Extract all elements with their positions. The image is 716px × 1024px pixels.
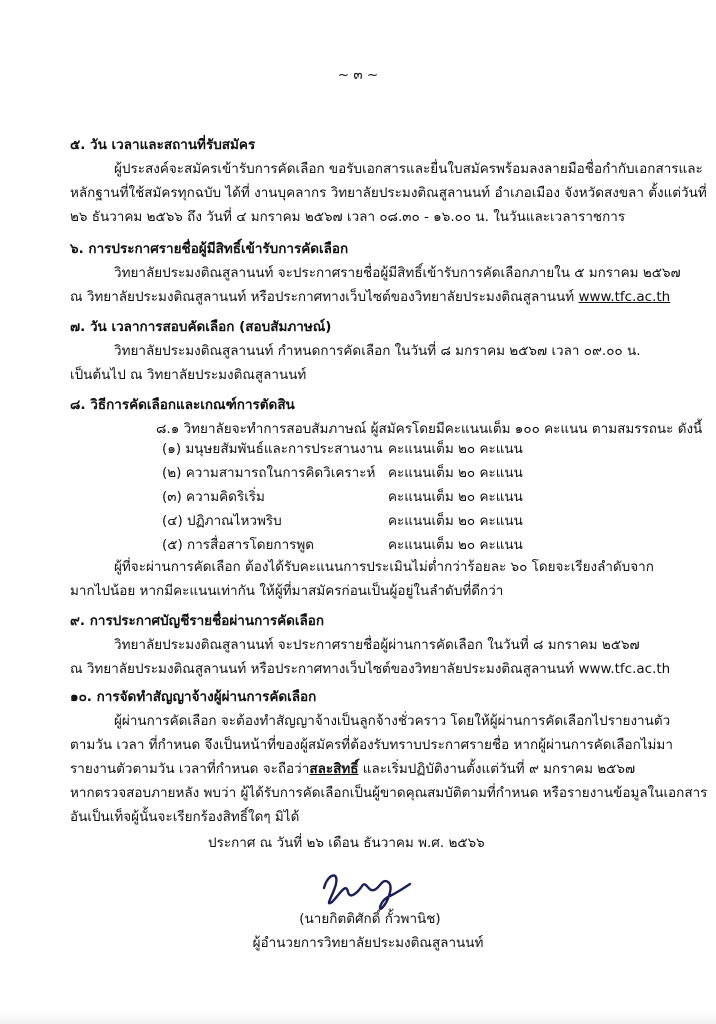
criteria-score: คะแนนเต็ม ๒๐ คะแนน (388, 513, 523, 529)
page-number: ~ ๓ ~ (337, 67, 379, 83)
section-8-intro: ๘.๑ วิทยาลัยจะทำการสอบสัมภาษณ์ ผู้สมัครโดยมีคะแนนเต็ม ๑๐๐ คะแนน ตามสมรรถนะ ดังนี้ (156, 421, 703, 437)
section-10-heading: ๑๐. การจัดทำสัญญาจ้างผู้ผ่านการคัดเลือก (70, 689, 317, 705)
section-5-line-1: ผู้ประสงค์จะสมัครเข้ารับการคัดเลือก ขอรับเอกสารและยื่นใบสมัครพร้อมลงลายมือชื่อกำกับเอกสารและ (114, 161, 703, 177)
page-bottom-edge (0, 1010, 716, 1024)
section-8-line-1: ผู้ที่จะผ่านการคัดเลือก ต้องได้รับคะแนนการประเมินไม่ต่ำกว่าร้อยละ ๖๐ โดยจะเรียงลำดับจาก (114, 559, 654, 575)
section-6-line-1: วิทยาลัยประมงติณสูลานนท์ จะประกาศรายชื่อผู้มีสิทธิ์เข้ารับการคัดเลือกภายใน ๕ มกราคม ๒๕๖๗ (114, 265, 681, 281)
section-10-line-3-prefix: รายงานตัวตามวัน เวลาที่กำหนด จะถือว่า (70, 761, 310, 777)
criteria-score: คะแนนเต็ม ๒๐ คะแนน (388, 465, 523, 481)
section-8-heading: ๘. วิธีการคัดเลือกและเกณฑ์การตัดสิน (70, 397, 295, 413)
section-10-line-2: ตามวัน เวลา ที่กำหนด จึงเป็นหน้าที่ของผู้สมัครที่ต้องรับทราบประกาศรายชื่อ หากผู้ผ่านการคัดเลือกไม่มา (70, 737, 673, 753)
section-10-line-3 (70, 760, 635, 778)
criteria-score: คะแนนเต็ม ๒๐ คะแนน (388, 537, 523, 553)
criteria-name: (๒) ความสามารถในการคิดวิเคราะห์ (162, 465, 376, 481)
section-10-line-5: อันเป็นเท็จผู้นั้นจะเรียกร้องสิทธิ์ใดๆ มิได้ (70, 809, 300, 825)
section-9-line-2: ณ วิทยาลัยประมงติณสูลานนท์ หรือประกาศทางเว็บไซต์ของวิทยาลัยประมงติณสูลานนท์ www.tfc.ac.th (70, 661, 671, 677)
signer-title: ผู้อำนวยการวิทยาลัยประมงติณสูลานนท์ (252, 935, 484, 951)
signature-image (318, 862, 418, 912)
section-7-heading: ๗. วัน เวลาการสอบคัดเลือก (สอบสัมภาษณ์) (70, 319, 332, 335)
criteria-name: (๓) ความคิดริเริ่ม (162, 489, 265, 505)
section-10-line-3-suffix: และเริ่มปฏิบัติงานตั้งแต่วันที่ ๙ มกราคม ๒๕๖๗ (358, 761, 636, 777)
signer-name: (นายกิตติศักดิ์ กั้วพานิช) (299, 911, 441, 927)
criteria-name: (๑) มนุษยสัมพันธ์และการประสานงาน (162, 441, 383, 457)
section-9-heading: ๙. การประกาศบัญชีรายชื่อผ่านการคัดเลือก (70, 613, 325, 629)
criteria-name: (๔) ปฏิภาณไหวพริบ (162, 513, 282, 529)
criteria-score: คะแนนเต็ม ๒๐ คะแนน (388, 441, 523, 457)
criteria-name: (๕) การสื่อสารโดยการพูด (162, 537, 315, 553)
website-link[interactable]: www.tfc.ac.th (578, 289, 671, 305)
section-6-line-2 (70, 288, 670, 306)
section-9-line-1: วิทยาลัยประมงติณสูลานนท์ จะประกาศรายชื่อผู้ผ่านการคัดเลือก ในวันที่ ๘ มกราคม ๒๕๖๗ (114, 637, 640, 653)
section-10-line-1: ผู้ผ่านการคัดเลือก จะต้องทำสัญญาจ้างเป็นลูกจ้างชั่วคราว โดยให้ผู้ผ่านการคัดเลือกไปรายงานตัว (114, 713, 671, 729)
section-6-line-2-text: ณ วิทยาลัยประมงติณสูลานนท์ หรือประกาศทางเว็บไซต์ของวิทยาลัยประมงติณสูลานนท์ (70, 289, 579, 305)
criteria-score: คะแนนเต็ม ๒๐ คะแนน (388, 489, 523, 505)
section-7-line-1: วิทยาลัยประมงติณสูลานนท์ กำหนดการคัดเลือก ในวันที่ ๘ มกราคม ๒๕๖๗ เวลา ๐๙.๐๐ น. (114, 343, 641, 359)
announcement-date: ประกาศ ณ วันที่ ๒๖ เดือน ธันวาคม พ.ศ. ๒๕๖๖ (208, 835, 485, 851)
section-10-line-4: หากตรวจสอบภายหลัง พบว่า ผู้ได้รับการคัดเลือกเป็นผู้ขาดคุณสมบัติตามที่กำหนด หรือรายงานข้อมูลในเอกสาร (70, 785, 708, 801)
section-5-line-2: หลักฐานที่ใช้สมัครทุกฉบับ ได้ที่ งานบุคลากร วิทยาลัยประมงติณสูลานนท์ อำเภอเมือง จังหวัดสงขลา ตั้งแต่วันที่ (70, 185, 707, 201)
section-5-heading: ๕. วัน เวลาและสถานที่รับสมัคร (70, 137, 256, 153)
section-5-line-3: ๒๖ ธันวาคม ๒๕๖๖ ถึง วันที่ ๔ มกราคม ๒๕๖๗ เวลา ๐๘.๓๐ - ๑๖.๐๐ น. ในวันและเวลาราชการ (70, 209, 626, 225)
section-7-line-2: เป็นต้นไป ณ วิทยาลัยประมงติณสูลานนท์ (70, 367, 307, 383)
forfeit-emphasis: สละสิทธิ์ (309, 761, 359, 777)
section-6-heading: ๖. การประกาศรายชื่อผู้มีสิทธิ์เข้ารับการคัดเลือก (70, 241, 349, 257)
section-8-line-2: มากไปน้อย หากมีคะแนนเท่ากัน ให้ผู้ที่มาสมัครก่อนเป็นผู้อยู่ในลำดับที่ดีกว่า (70, 583, 504, 599)
